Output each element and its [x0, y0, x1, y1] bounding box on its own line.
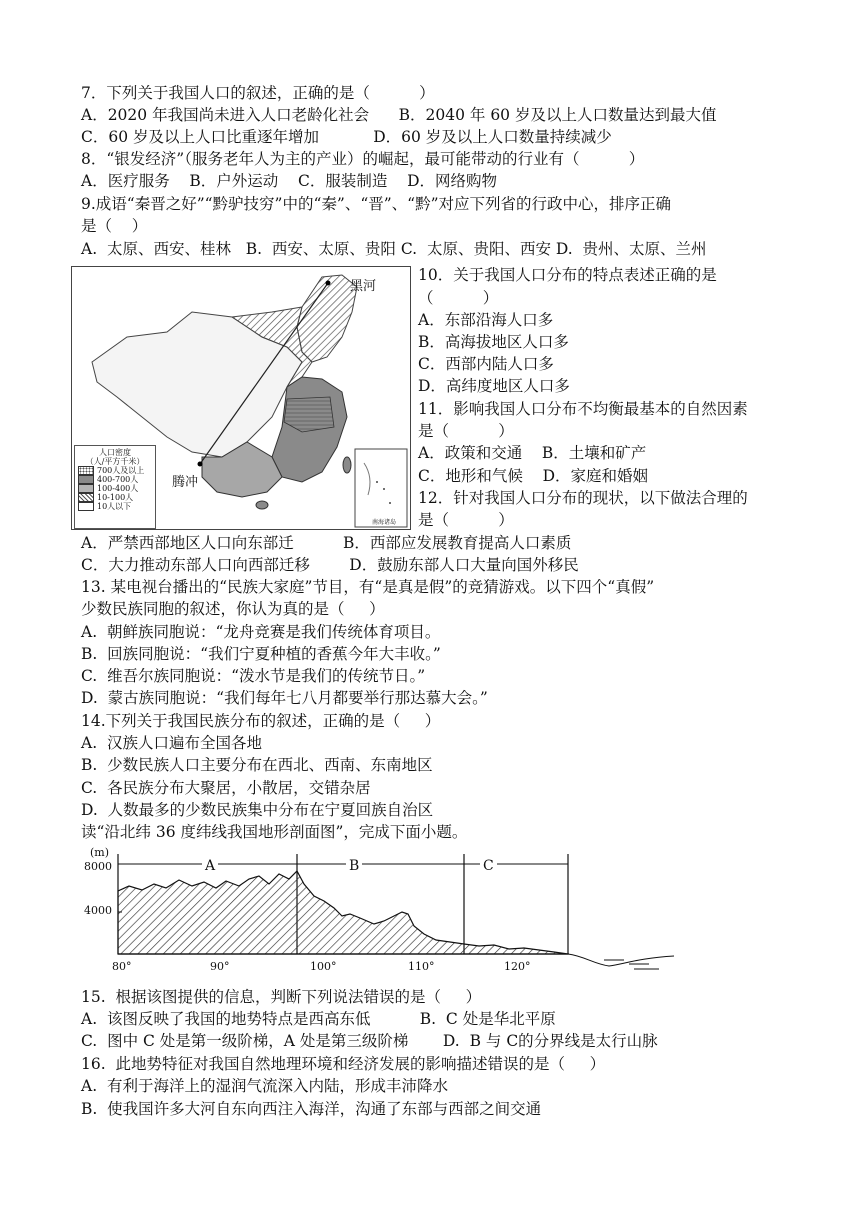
legend-item: 700人及以上	[78, 466, 155, 475]
question-11-options-cd: C．地形和气候 D．家庭和婚姻	[418, 467, 648, 485]
x-tick-100: 100°	[310, 960, 337, 973]
question-14-stem: 14.下列关于我国民族分布的叙述，正确的是（ ）	[81, 712, 441, 730]
question-13-option-c: C. 维吾尔族同胞说：“泼水节是我们的传统节日。”	[81, 667, 426, 685]
legend-title: 人口密度	[99, 448, 131, 457]
question-14-option-a: A. 汉族人口遍布全国各地	[81, 734, 262, 752]
profile-intro: 读“沿北纬 36 度纬线我国地形剖面图”，完成下面小题。	[81, 823, 468, 841]
terrain-profile	[84, 846, 684, 976]
terrain-profile-graphic	[84, 846, 684, 976]
question-15-stem: 15. 根据该图提供的信息，判断下列说法错误的是（ ）	[81, 988, 482, 1006]
question-10-stem: 10．关于我国人口分布的特点表述正确的是	[418, 266, 717, 284]
y-tick-4000: 4000	[84, 904, 112, 917]
question-9-options: A. 太原、西安、桂林 B. 西安、太原、贵阳 C. 太原、贵阳、西安 D. 贵州、太原、兰州	[81, 240, 707, 258]
question-11-options-ab: A．政策和交通 B．土壤和矿产	[418, 444, 647, 462]
x-tick-110: 110°	[408, 960, 435, 973]
y-tick-8000: 8000	[84, 860, 112, 873]
question-16-stem: 16. 此地势特征对我国自然地理环境和经济发展的影响描述错误的是（ ）	[81, 1055, 606, 1073]
x-tick-80: 80°	[112, 960, 132, 973]
question-7-stem: 7．下列关于我国人口的叙述，正确的是（ ）	[81, 84, 435, 102]
region-label-b: B	[346, 858, 362, 874]
population-density-map	[71, 266, 411, 530]
region-label-c: C	[480, 858, 497, 874]
question-14-option-d: D. 人数最多的少数民族集中分布在宁夏回族自治区	[81, 801, 434, 819]
question-9-stem: 9.成语“秦晋之好”“黔驴技穷”中的“秦”、“晋”、“黔”对应下列省的行政中心，排序正确	[81, 195, 672, 213]
question-13-option-a: A. 朝鲜族同胞说：“龙舟竞赛是我们传统体育项目。	[81, 623, 441, 641]
legend-item: 10人以下	[78, 502, 155, 511]
question-8-options: A．医疗服务 B．户外运动 C．服装制造 D．网络购物	[81, 172, 497, 190]
question-15-options-cd: C. 图中 C 处是第一级阶梯，A 处是第三级阶梯 D. B 与 C的分界线是太行山脉	[81, 1032, 658, 1050]
question-10-option-d: D．高纬度地区人口多	[418, 377, 570, 395]
legend-item: 400-700人	[78, 475, 155, 484]
question-14-option-b: B. 少数民族人口主要分布在西北、西南、东南地区	[81, 756, 433, 774]
question-9-stem-cont: 是（ ）	[81, 217, 148, 235]
question-12-options-cd: C．大力推动东部人口向西部迁移 D．鼓励东部人口大量向国外移民	[81, 556, 579, 574]
x-tick-120: 120°	[504, 960, 531, 973]
question-13-option-d: D. 蒙古族同胞说：“我们每年七八月都要举行那达慕大会。”	[81, 689, 488, 707]
question-7-options-ab: A．2020 年我国尚未进入人口老龄化社会 B．2040 年 60 岁及以上人口数量达到最大值	[81, 106, 717, 124]
question-16-option-b: B. 使我国许多大河自东向西注入海洋，沟通了东部与西部之间交通	[81, 1100, 542, 1118]
question-7-options-cd: C．60 岁及以上人口比重逐年增加 D．60 岁及以上人口数量持续减少	[81, 128, 612, 146]
question-13-stem-cont: 少数民族同胞的叙述，你认为真的是（ ）	[81, 600, 385, 618]
y-axis-unit: (m)	[90, 846, 110, 859]
legend-item: 100-400人	[78, 484, 155, 493]
legend-item: 10-100人	[78, 493, 155, 502]
x-tick-90: 90°	[210, 960, 230, 973]
region-label-a: A	[202, 858, 218, 874]
question-12-stem: 12．针对我国人口分布的现状，以下做法合理的	[418, 489, 748, 507]
question-11-stem-cont: 是（ ）	[418, 422, 514, 440]
legend-unit: （人/平方千米）	[85, 457, 145, 466]
question-13-stem: 13. 某电视台播出的“民族大家庭”节目，有“是真是假”的竞猜游戏。以下四个“真假”	[81, 578, 655, 596]
question-10-option-c: C．西部内陆人口多	[418, 355, 554, 373]
question-11-stem: 11．影响我国人口分布不均衡最基本的自然因素	[418, 400, 748, 418]
map-legend	[74, 445, 156, 529]
inset-label: 南海诸岛	[372, 519, 397, 526]
question-12-options-ab: A．严禁西部地区人口向东部迁 B．西部应发展教育提高人口素质	[81, 534, 572, 552]
question-10-blank: （ ）	[418, 289, 499, 307]
question-10-option-a: A．东部沿海人口多	[418, 311, 554, 329]
question-15-options-ab: A. 该图反映了我国的地势特点是西高东低 B. C 处是华北平原	[81, 1010, 556, 1028]
map-label-tengchong: 腾冲	[172, 475, 199, 490]
question-10-option-b: B．高海拔地区人口多	[418, 333, 569, 351]
question-12-stem-cont: 是（ ）	[418, 511, 514, 529]
question-14-option-c: C. 各民族分布大聚居，小散居，交错杂居	[81, 779, 371, 797]
question-8-stem: 8．“银发经济”（服务老年人为主的产业）的崛起，最可能带动的行业有（ ）	[81, 150, 645, 168]
question-13-option-b: B. 回族同胞说：“我们宁夏种植的香蕉今年大丰收。”	[81, 645, 441, 663]
question-16-option-a: A. 有利于海洋上的湿润气流深入内陆，形成丰沛降水	[81, 1077, 448, 1095]
map-label-heihe: 黑河	[350, 279, 377, 294]
